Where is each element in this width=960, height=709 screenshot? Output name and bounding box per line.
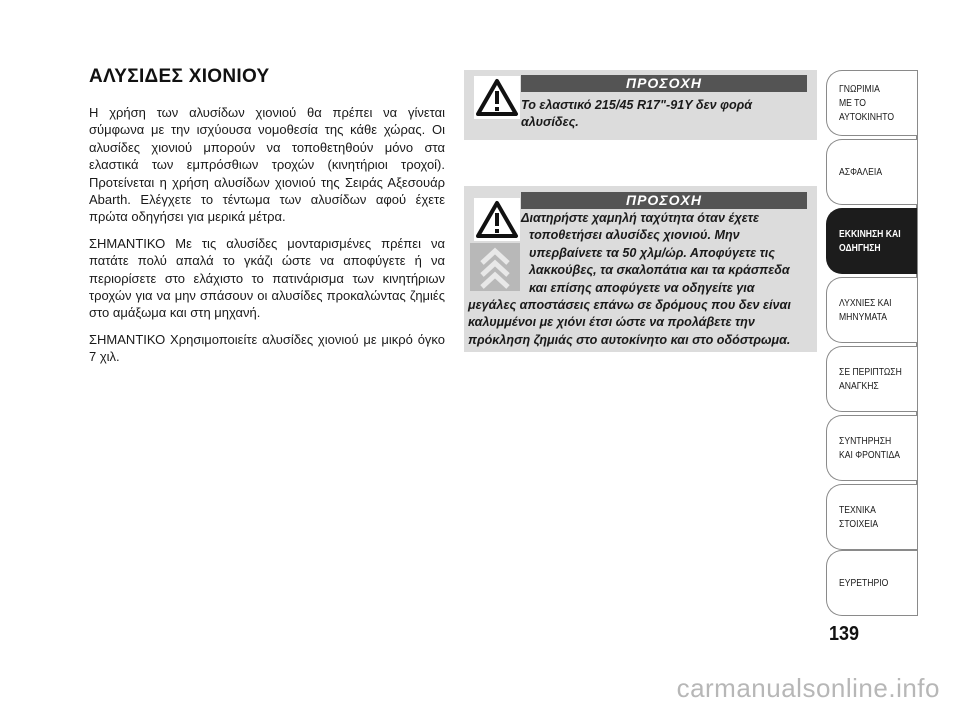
- body-text: [89, 104, 445, 375]
- warning-line: λακκούβες, τα σκαλοπάτια και τα κράσπεδα: [529, 263, 790, 278]
- tab-label: ΕΚΚΙΝΗΣΗ ΚΑΙ ΟΔΗΓΗΣΗ: [839, 228, 901, 254]
- warning-line: τοποθετήσει αλυσίδες χιονιού. Μην: [529, 228, 740, 243]
- tab-label: ΣΥΝΤΗΡΗΣΗ ΚΑΙ ΦΡΟΝΤΙΔΑ: [839, 435, 900, 461]
- warning-triangle-icon: [474, 76, 520, 119]
- warning-box: [464, 186, 817, 352]
- tab-getting-to-know[interactable]: [826, 70, 917, 136]
- tab-label: ΕΥΡΕΤΗΡΙΟ: [839, 577, 889, 589]
- warning-line: Διατηρήστε χαμηλή ταχύτητα όταν έχετε: [521, 211, 759, 225]
- warning-header: ΠΡΟΣΟΧΗ: [521, 192, 807, 209]
- warning-header: ΠΡΟΣΟΧΗ: [521, 75, 807, 92]
- warning-text: Το ελαστικό 215/45 R17"-91Y δεν φορά αλυσίδες.: [521, 98, 753, 130]
- warning-line: υπερβαίνετε τα 50 χλμ/ώρ. Αποφύγετε τις: [529, 245, 776, 260]
- warning-line: μεγάλες αποστάσεις επάνω σε δρόμους που δεν είναι καλυμμένοι με χιόνι έτσι ώστε να προλάβετε την πρόκληση ζημιάς στο αυτοκίνητο και στο οδόστρωμα.: [468, 298, 791, 347]
- tab-index[interactable]: [826, 550, 917, 616]
- page-number: 139: [829, 623, 860, 645]
- tab-starting-driving[interactable]: [826, 208, 917, 274]
- tab-label: ΓΝΩΡΙΜΙΑ ΜΕ ΤΟ ΑΥΤΟΚΙΝΗΤΟ: [839, 83, 895, 123]
- warning-text: [468, 210, 810, 349]
- tab-emergency[interactable]: [826, 346, 917, 412]
- tab-label: ΣΕ ΠΕΡΙΠΤΩΣΗ ΑΝΑΓΚΗΣ: [839, 366, 902, 392]
- tab-label: ΤΕΧΝΙΚΑ ΣΤΟΙΧΕΙΑ: [839, 504, 879, 530]
- paragraph: Η χρήση των αλυσίδων χιονιού θα πρέπει να γίνεται σύμφωνα με την ισχύουσα νομοθεσία της κάθε χώρας. Οι αλυσίδες χιονιού μπορούν να τοποθετηθούν μόνο στα ελαστικά των εμπρόσθιων τροχών (κινητήριοι τροχοί). Προτείνεται η χρήση αλυσίδων χιονιού της Σειράς Αξεσουάρ Abarth. Ελέγχετε το τέντωμα των αλυσίδων αφού έχετε πρώτα οδηγήσει για μερικά μέτρα.: [89, 105, 445, 225]
- paragraph: ΣΗΜΑΝΤΙΚΟ Χρησιμοποιείτε αλυσίδες χιονιού με μικρό όγκο 7 χιλ.: [89, 331, 445, 365]
- tab-technical-data[interactable]: [826, 484, 917, 550]
- warning-box: [464, 70, 817, 140]
- tab-warning-lights[interactable]: [826, 277, 917, 343]
- section-title: ΑΛΥΣΙΔΕΣ ΧΙΟΝΙΟΥ: [89, 66, 270, 87]
- tab-label: ΑΣΦΑΛΕΙΑ: [839, 166, 883, 178]
- tab-safety[interactable]: [826, 139, 917, 205]
- tab-label: ΛΥΧΝΙΕΣ ΚΑΙ ΜΗΝΥΜΑΤΑ: [839, 297, 892, 323]
- watermark: carmanualsonline.info: [676, 673, 940, 703]
- tab-maintenance[interactable]: [826, 415, 917, 481]
- warning-line: και επίσης αποφύγετε να οδηγείτε για: [529, 280, 755, 295]
- paragraph: ΣΗΜΑΝΤΙΚΟ Με τις αλυσίδες μονταρισμένες πρέπει να πατάτε πολύ απαλά το γκάζι ώστε να αποφύγετε ή να περιορίσετε στο ελάχιστο το πατινάρισμα των κινητήριων τροχών για να μην σπάσουν οι αλυσίδες προκαλώντας ζημιές στο αμάξωμα και στη μηχανή.: [89, 235, 445, 321]
